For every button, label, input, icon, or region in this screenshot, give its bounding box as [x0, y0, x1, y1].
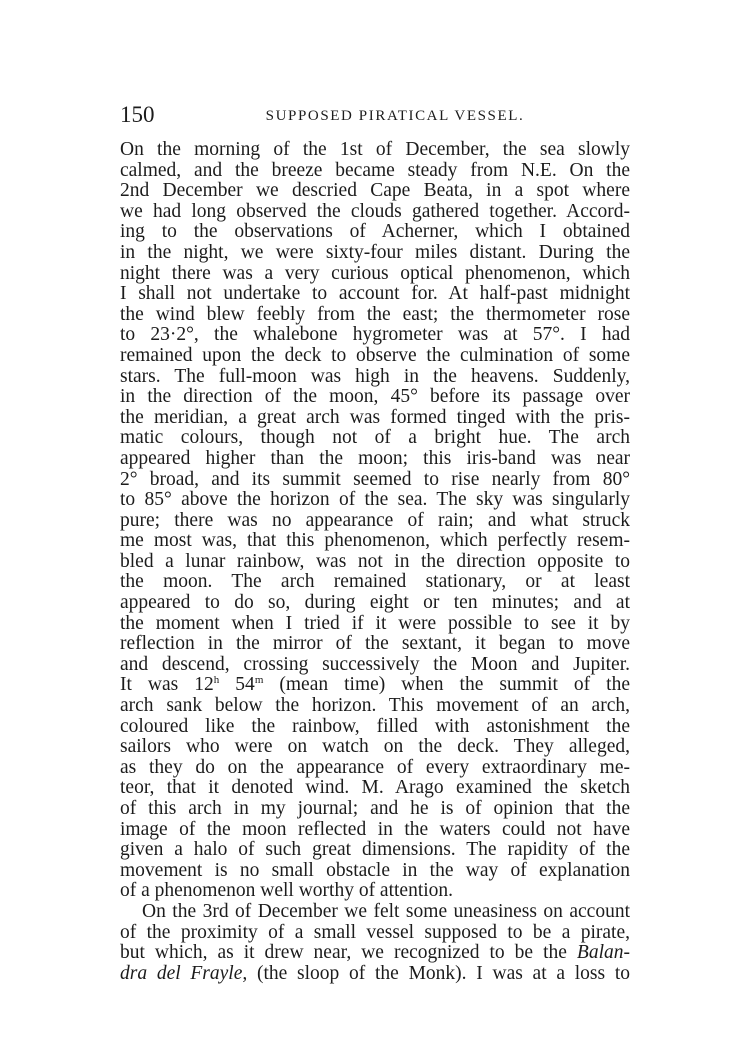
text-line: sailors who were on watch on the deck. They alleged, [120, 736, 630, 758]
text-line: arch sank below the horizon. This movement of an arch, [120, 695, 630, 717]
text-line: the moment when I tried if it were possible to see it by [120, 612, 630, 634]
text-line: appeared to do so, during eight or ten minutes; and at [120, 592, 630, 614]
text-fragment: It was 12 [120, 674, 214, 696]
running-title: SUPPOSED PIRATICAL VESSEL. [265, 108, 525, 124]
body-text [120, 140, 630, 984]
text-line: we had long observed the clouds gathered together. Accord- [120, 200, 630, 222]
text-line: On the 3rd of December we felt some uneasiness on account [142, 900, 630, 922]
text-line: to 85° above the horizon of the sea. The sky was singularly [120, 489, 630, 511]
text-fragment: but which, as it drew near, we recognized to be the [120, 942, 577, 964]
text-line: appeared higher than the moon; this iris-band was near [120, 447, 630, 469]
text-line: of this arch in my journal; and he is of opinion that the [120, 798, 630, 819]
text-line: in the direction of the moon, 45° before its passage over [120, 386, 630, 408]
text-line: me most was, that this phenomenon, which perfectly resem- [120, 530, 630, 552]
ship-name-italic: Balan- [576, 942, 630, 964]
text-line: I shall not undertake to account for. At half-past midnight [120, 283, 630, 305]
text-fragment: 54 [219, 674, 255, 696]
text-line: of the proximity of a small vessel supposed to be a pirate, [120, 921, 630, 943]
text-line: to 23·2°, the whalebone hygrometer was at 57°. I had [120, 324, 630, 346]
text-line: teor, that it denoted wind. M. Arago examined the sketch [120, 777, 630, 799]
text-line: in the night, we were sixty-four miles distant. During the [120, 241, 630, 263]
text-line: coloured like the rainbow, filled with astonishment the [120, 715, 630, 737]
text-line [120, 964, 630, 985]
text-fragment: (mean time) when the summit of the [263, 674, 631, 696]
text-line: the moon. The arch remained stationary, or at least [120, 571, 630, 593]
text-line [120, 943, 630, 964]
text-line: ing to the observations of Acherner, which I obtained [120, 221, 630, 243]
text-fragment: (the sloop of the Monk). I was at a loss to [247, 962, 630, 984]
text-line: movement is no small obstacle in the way of explanation [120, 859, 630, 881]
text-line: On the morning of the 1st of December, the sea slowly [120, 139, 630, 160]
text-line: 2nd December we descried Cape Beata, in a spot where [120, 180, 630, 202]
text-line: reflection in the mirror of the sextant, it began to move [120, 633, 630, 655]
superscript-minutes: m [254, 674, 264, 687]
page-number: 150 [120, 102, 155, 127]
text-line: 2° broad, and its summit seemed to rise nearly from 80° [120, 468, 630, 490]
text-line: the meridian, a great arch was formed tinged with the pris- [120, 406, 630, 428]
text-line: and descend, crossing successively the Moon and Jupiter. [120, 653, 630, 675]
text-line [120, 675, 630, 696]
ship-name-italic: dra del Frayle, [120, 962, 248, 984]
text-line: of a phenomenon well worthy of attention. [120, 880, 454, 902]
text-line: calmed, and the breeze became steady from N.E. On the [120, 159, 630, 181]
paragraph-2 [120, 902, 630, 984]
text-line: the wind blew feebly from the east; the thermometer rose [120, 303, 630, 325]
text-line: bled a lunar rainbow, was not in the direction opposite to [120, 550, 630, 572]
text-line: matic colours, though not of a bright hue. The arch [120, 427, 630, 449]
text-line: given a halo of such great dimensions. The rapidity of the [120, 839, 630, 861]
paragraph-1 [120, 140, 630, 902]
text-line: image of the moon reflected in the waters could not have [120, 818, 630, 840]
text-line: as they do on the appearance of every extraordinary me- [120, 756, 630, 778]
text-line: pure; there was no appearance of rain; and what struck [120, 509, 630, 531]
text-line: night there was a very curious optical phenomenon, which [120, 262, 630, 284]
running-head [120, 100, 630, 130]
text-line: remained upon the deck to observe the culmination of some [120, 344, 630, 366]
text-line: stars. The full-moon was high in the heavens. Suddenly, [120, 365, 630, 387]
superscript-hours: h [213, 674, 220, 687]
